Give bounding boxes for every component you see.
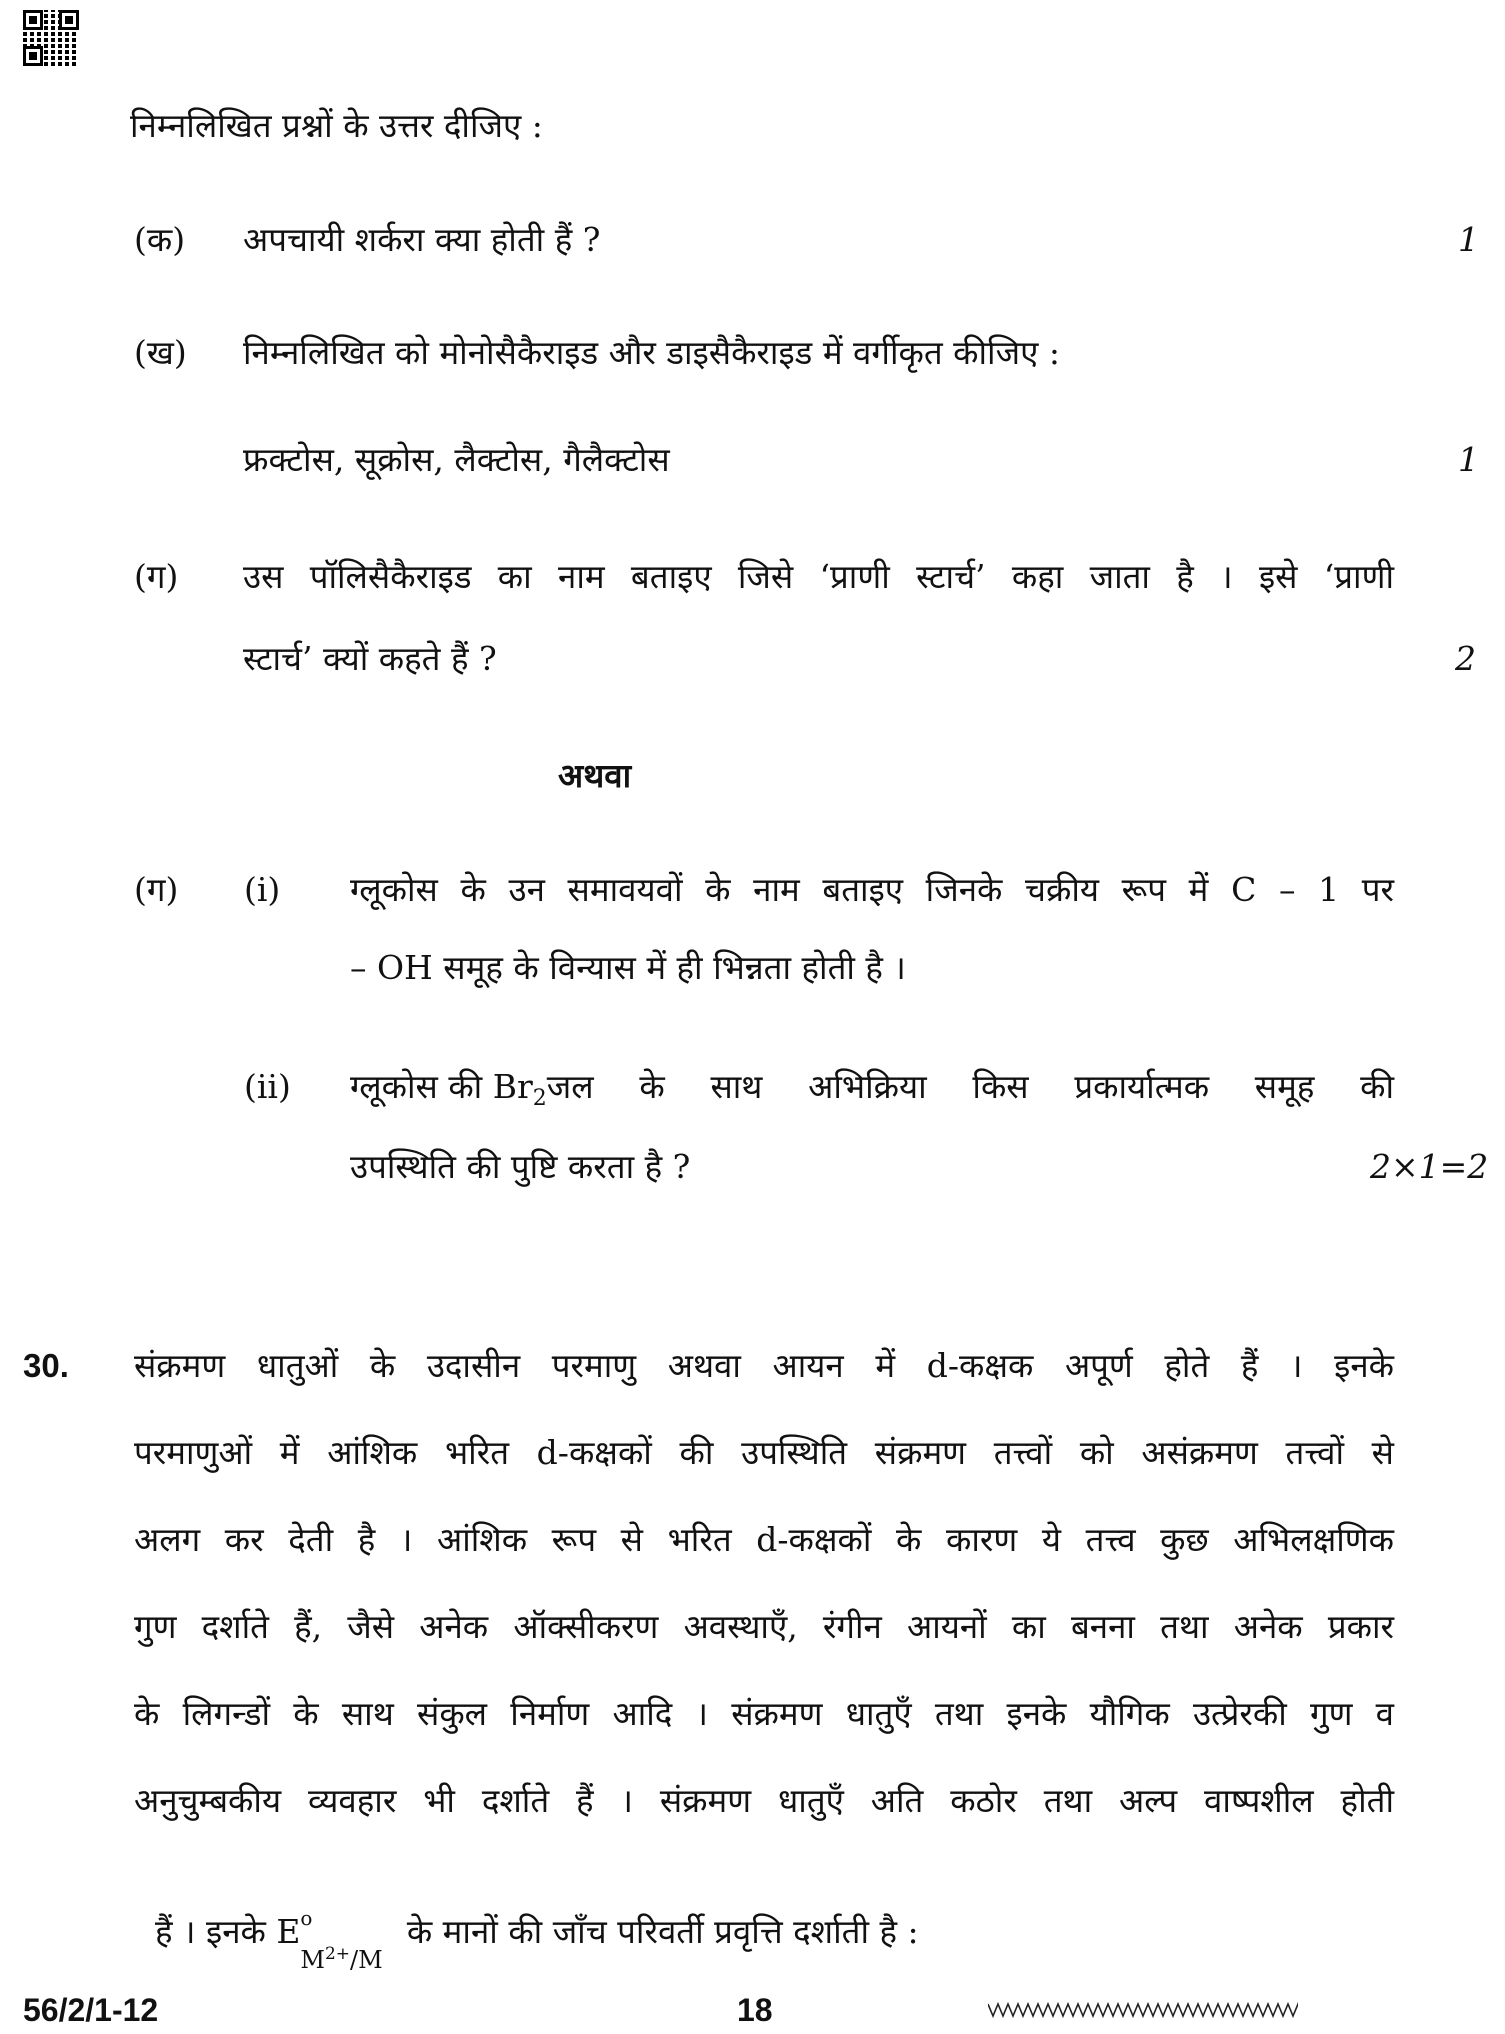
q30-line: अलग कर देती है । आंशिक रूप से भरित d-कक्षकों के कारण ये तत्त्व कुछ अभिलक्षणिक xyxy=(134,1520,1394,1559)
electrode-potential-symbol xyxy=(276,1906,396,1974)
text: जल के साथ अभिक्रिया किस प्रकार्यात्मक समूह की xyxy=(546,1067,1394,1106)
q-a-text: अपचायी शर्करा क्या होती हैं ? xyxy=(243,220,601,259)
q-c-marks: 2 xyxy=(1455,639,1476,678)
q30-line: परमाणुओं में आंशिक भरित d-कक्षकों की उपस्थिति संक्रमण तत्त्वों को असंक्रमण तत्त्वों से xyxy=(134,1433,1394,1472)
q-c-label: (ग) xyxy=(134,557,179,596)
q-c-alt-label: (ग) xyxy=(134,870,179,909)
qr-code xyxy=(23,10,79,66)
qr-finder xyxy=(59,10,79,30)
q-c-line1: उस पॉलिसैकैराइड का नाम बताइए जिसे ‘प्राणी स्टार्च’ कहा जाता है । इसे ‘प्राणी xyxy=(243,557,1394,596)
standard-superscript: o xyxy=(300,1906,313,1930)
or-heading: अथवा xyxy=(558,756,632,795)
q-b-label: (ख) xyxy=(134,333,187,372)
charge: 2+ xyxy=(324,1944,350,1964)
subscript: 2 xyxy=(532,1086,547,1111)
wavy-line-decoration xyxy=(988,2002,1298,2018)
q-c-alt-ii-label: (ii) xyxy=(244,1067,291,1106)
q-b-text: निम्नलिखित को मोनोसैकैराइड और डाइसैकैराइड में वर्गीकृत कीजिए : xyxy=(243,333,1060,372)
q-c-line2: स्टार्च’ क्यों कहते हैं ? xyxy=(243,639,497,678)
text: के मानों की जाँच परिवर्ती प्रवृत्ति दर्शाती है : xyxy=(396,1912,919,1951)
instruction: निम्नलिखित प्रश्नों के उत्तर दीजिए : xyxy=(130,106,543,145)
q-a-marks: 1 xyxy=(1458,220,1479,259)
q30-last-line xyxy=(134,1866,919,1974)
qr-finder xyxy=(23,46,43,66)
q-c-alt-ii-line1 xyxy=(350,1065,1394,1109)
q-a-label: (क) xyxy=(134,220,186,259)
subscript xyxy=(300,1932,382,1982)
page-number: 18 xyxy=(737,1992,773,2028)
q30-line: संक्रमण धातुओं के उदासीन परमाणु अथवा आयन में d-कक्षक अपूर्ण होते हैं । इनके xyxy=(134,1346,1394,1385)
q30-number: 30. xyxy=(23,1347,69,1384)
q-c-alt-marks: 2×1=2 xyxy=(1370,1147,1489,1186)
text: हैं । इनके xyxy=(154,1912,277,1951)
q30-line: अनुचुम्बकीय व्यवहार भी दर्शाते हैं । संक्रमण धातुएँ अति कठोर तथा अल्प वाष्पशील होती xyxy=(134,1781,1394,1820)
q-c-alt-i-line2: – OH समूह के विन्यास में ही भिन्नता होती है । xyxy=(350,948,906,987)
paper-code: 56/2/1-12 xyxy=(23,1992,159,2028)
q-c-alt-i-line1: ग्लूकोस के उन समावयवों के नाम बताइए जिनके चक्रीय रूप में C – 1 पर xyxy=(350,870,1394,909)
q30-line: के लिगन्डों के साथ संकुल निर्माण आदि । संक्रमण धातुएँ तथा इनके यौगिक उत्प्रेरकी गुण व xyxy=(134,1694,1394,1733)
q-b-marks: 1 xyxy=(1458,440,1479,479)
q-b-list: फ्रक्टोस, सूक्रोस, लैक्टोस, गैलैक्टोस xyxy=(243,440,670,479)
q-c-alt-i-label: (i) xyxy=(244,870,281,909)
text: ग्लूकोस की Br xyxy=(350,1067,533,1106)
q30-line: गुण दर्शाते हैं, जैसे अनेक ऑक्सीकरण अवस्थाएँ, रंगीन आयनों का बनना तथा अनेक प्रकार xyxy=(134,1607,1394,1646)
sub-m: M xyxy=(300,1946,325,1974)
sub-rest: /M xyxy=(350,1946,383,1974)
symbol-E: E xyxy=(276,1912,301,1951)
qr-finder xyxy=(23,10,43,30)
q-c-alt-ii-line2: उपस्थिति की पुष्टि करता है ? xyxy=(350,1147,691,1186)
